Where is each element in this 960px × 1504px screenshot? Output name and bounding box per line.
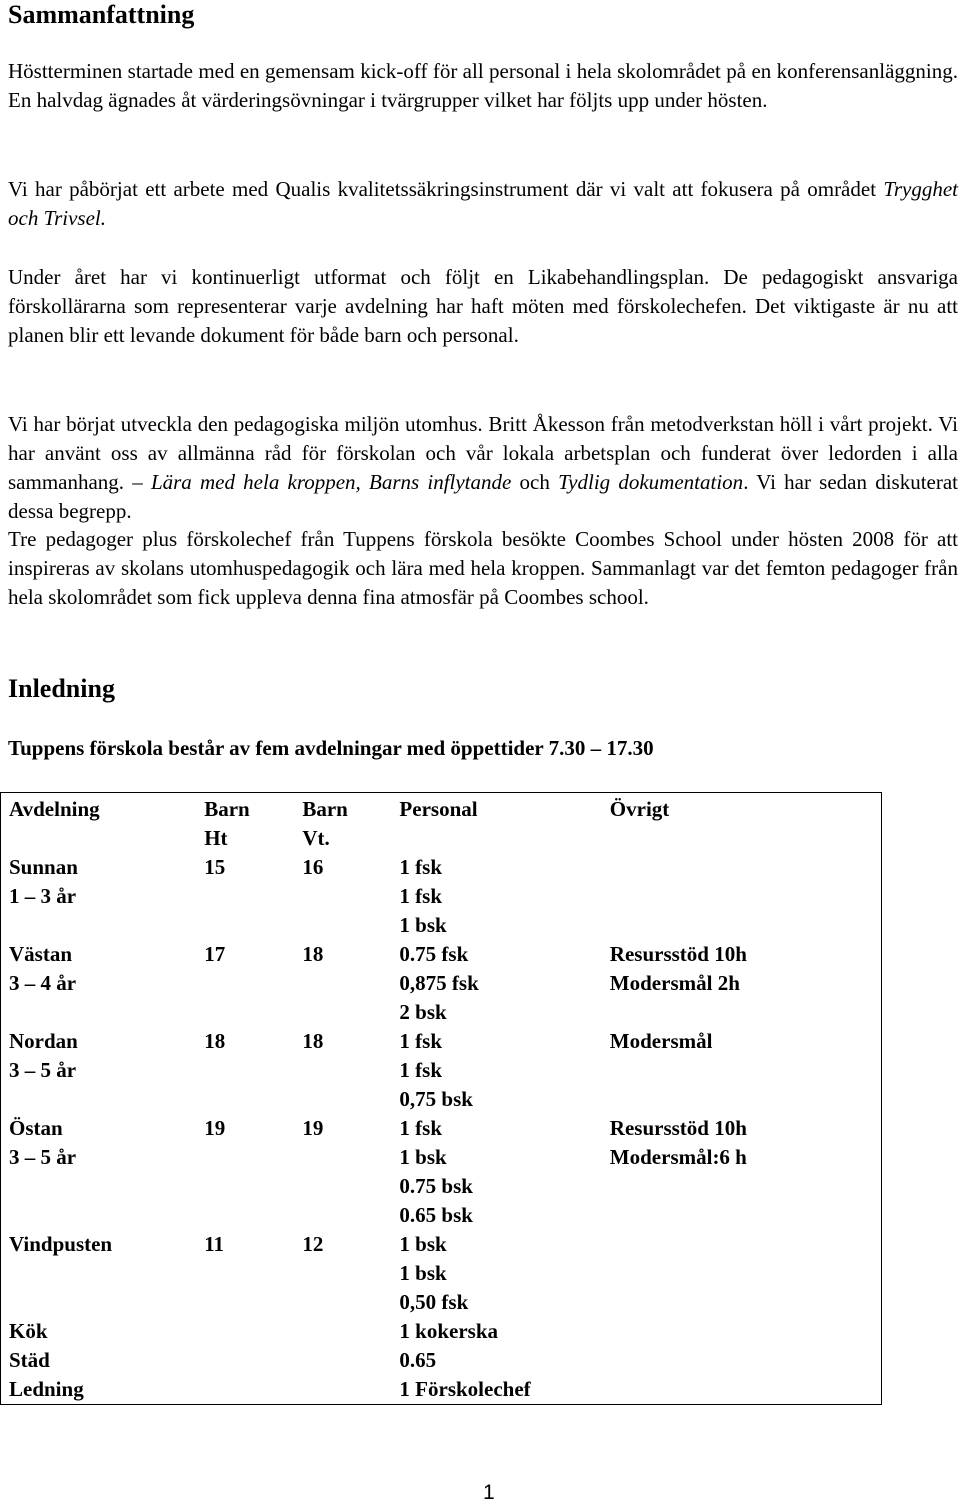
table-row xyxy=(1,940,882,1027)
cell-ovrigt xyxy=(602,853,882,940)
cell-avdelning-line: Städ xyxy=(9,1348,50,1372)
cell-personal xyxy=(391,853,601,940)
cell-personal xyxy=(391,1114,601,1230)
cell-ovrigt-line: Modersmål:6 h xyxy=(609,1145,747,1169)
cell-ovrigt-line: Modersmål 2h xyxy=(609,971,740,995)
cell-personal-line: 1 fsk xyxy=(399,884,443,908)
section-title-intro: Inledning xyxy=(8,674,115,703)
cell-avdelning xyxy=(1,940,197,1027)
paragraph-2-text: Vi har påbörjat ett arbete med Qualis kvalitetssäkringsinstrument där vi valt att fokusera på området xyxy=(8,177,884,201)
cell-avdelning xyxy=(1,1317,197,1375)
cell-barn-vt xyxy=(294,1230,391,1317)
cell-barn-vt xyxy=(294,940,391,1027)
cell-barn-ht xyxy=(196,1114,294,1230)
cell-barn-ht-line: 11 xyxy=(204,1232,225,1256)
summary-paragraph-4 xyxy=(8,410,958,526)
table-header-cell xyxy=(294,793,391,854)
table-row xyxy=(1,1114,882,1230)
cell-barn-vt-line: 19 xyxy=(302,1116,324,1140)
cell-ovrigt xyxy=(602,1317,882,1375)
table-row xyxy=(1,1027,882,1114)
cell-barn-vt-line: 18 xyxy=(302,1029,324,1053)
cell-personal-line: 0,75 bsk xyxy=(399,1087,473,1111)
cell-personal-line: 1 fsk xyxy=(399,1116,443,1140)
cell-ovrigt-line: Resursstöd 10h xyxy=(609,942,747,966)
cell-barn-ht xyxy=(196,1027,294,1114)
paragraph-4-text-a: Vi har börjat utveckla den pedagogiska miljön utomhus. Britt Åkesson från metodverkstan höll i vårt projekt. Vi har använt oss av allmänna råd för förskolan och vår lokala arbetsplan och funderat över ledorden i alla sammanhang. – xyxy=(8,412,958,494)
cell-avdelning-line: 3 – 5 år xyxy=(9,1058,77,1082)
section-title-summary: Sammanfattning xyxy=(8,0,195,29)
cell-personal-line: 1 bsk xyxy=(399,1232,447,1256)
page-number: 1 xyxy=(483,1481,495,1504)
cell-personal-line: 0.65 bsk xyxy=(399,1203,473,1227)
table-header-cell-line: Avdelning xyxy=(9,797,100,821)
cell-ovrigt-line: Resursstöd 10h xyxy=(609,1116,747,1140)
summary-paragraph-5: Tre pedagoger plus förskolechef från Tuppens förskola besökte Coombes School under hösten 2008 för att inspireras av skolans utomhuspedagogik och lära med hela kroppen. Sammanlagt var det femton pedagoger från hela skolområdet som fick uppleva denna fina atmosfär på Coombes school. xyxy=(8,527,958,609)
cell-barn-vt-line: 12 xyxy=(302,1232,324,1256)
cell-ovrigt xyxy=(602,1230,882,1317)
table-header-cell-line: Barn xyxy=(204,797,250,821)
summary-paragraph-3: Under året har vi kontinuerligt utformat och följt en Likabehandlingsplan. De pedagogiskt ansvariga förskollärarna som representerar varje avdelning har haft möten med förskolechefen. Det viktigaste är nu att planen blir ett levande dokument för både barn och personal. xyxy=(8,265,958,347)
cell-ovrigt xyxy=(602,940,882,1027)
cell-personal xyxy=(391,1027,601,1114)
intro-subheading: Tuppens förskola består av fem avdelningar med öppettider 7.30 – 17.30 xyxy=(8,736,654,760)
cell-avdelning xyxy=(1,1230,197,1317)
cell-personal-line: 0,50 fsk xyxy=(399,1290,469,1314)
table-header-cell xyxy=(1,793,197,854)
cell-personal xyxy=(391,1317,601,1375)
cell-personal-line: 0.75 fsk xyxy=(399,942,469,966)
table-header-cell-line: Vt. xyxy=(302,826,330,850)
cell-avdelning-line: Vindpusten xyxy=(9,1232,113,1256)
table-row xyxy=(1,1375,882,1405)
cell-avdelning-line: Sunnan xyxy=(9,855,78,879)
cell-barn-vt-line: 18 xyxy=(302,942,324,966)
cell-avdelning-line: Ledning xyxy=(9,1377,84,1401)
cell-personal-line: 1 fsk xyxy=(399,1058,443,1082)
cell-barn-ht-line: 15 xyxy=(204,855,226,879)
paragraph-2-italic: Trygghet och Trivsel. xyxy=(8,177,958,230)
summary-paragraph-2 xyxy=(8,175,958,233)
cell-personal-line: 1 kokerska xyxy=(399,1319,499,1343)
cell-barn-ht xyxy=(196,1375,294,1405)
cell-avdelning-line: Nordan xyxy=(9,1029,78,1053)
table-header-cell-line: Ht xyxy=(204,826,228,850)
cell-barn-vt xyxy=(294,1375,391,1405)
cell-personal-line: 0.75 bsk xyxy=(399,1174,473,1198)
cell-avdelning-line: Västan xyxy=(9,942,73,966)
table-row xyxy=(1,1230,882,1317)
cell-avdelning-line: Kök xyxy=(9,1319,48,1343)
table-header-cell xyxy=(602,793,882,854)
cell-barn-ht xyxy=(196,1230,294,1317)
cell-barn-ht-line: 17 xyxy=(204,942,226,966)
cell-barn-ht xyxy=(196,1317,294,1375)
cell-avdelning xyxy=(1,853,197,940)
paragraph-4-text-c: . Vi har sedan diskuterat dessa begrepp. xyxy=(8,470,959,523)
paragraph-4-text-b: och xyxy=(511,470,559,494)
cell-personal-line: 0.65 xyxy=(399,1348,437,1372)
cell-ovrigt-line: Modersmål xyxy=(609,1029,713,1053)
departments-table xyxy=(0,792,882,1405)
cell-barn-vt xyxy=(294,1027,391,1114)
table-header-cell-line: Barn xyxy=(302,797,348,821)
cell-avdelning xyxy=(1,1027,197,1114)
table-header-cell xyxy=(196,793,294,854)
table-header-row xyxy=(1,793,882,854)
cell-barn-vt-line: 16 xyxy=(302,855,324,879)
cell-personal-line: 1 fsk xyxy=(399,1029,443,1053)
cell-personal-line: 1 bsk xyxy=(399,913,447,937)
cell-barn-ht xyxy=(196,853,294,940)
cell-avdelning-line: 3 – 4 år xyxy=(9,971,77,995)
cell-personal-line: 1 bsk xyxy=(399,1261,447,1285)
cell-personal-line: 0,875 fsk xyxy=(399,971,479,995)
cell-avdelning-line: 3 – 5 år xyxy=(9,1145,77,1169)
cell-personal xyxy=(391,1375,601,1405)
table-header-cell xyxy=(391,793,601,854)
table-row xyxy=(1,853,882,940)
cell-barn-ht xyxy=(196,940,294,1027)
cell-personal-line: 1 fsk xyxy=(399,855,443,879)
table-header-cell-line: Personal xyxy=(399,797,478,821)
cell-barn-ht-line: 18 xyxy=(204,1029,226,1053)
cell-personal-line: 1 bsk xyxy=(399,1145,447,1169)
table-header-cell-line: Övrigt xyxy=(609,797,670,821)
paragraph-4-italic-a: Lära med hela kroppen, Barns inflytande xyxy=(150,470,512,494)
cell-barn-vt xyxy=(294,853,391,940)
cell-barn-vt xyxy=(294,1114,391,1230)
cell-avdelning xyxy=(1,1114,197,1230)
cell-personal-line: 1 Förskolechef xyxy=(399,1377,531,1401)
cell-avdelning xyxy=(1,1375,197,1405)
cell-avdelning-line: Östan xyxy=(9,1116,63,1140)
cell-personal-line: 2 bsk xyxy=(399,1000,447,1024)
cell-personal xyxy=(391,1230,601,1317)
cell-personal xyxy=(391,940,601,1027)
paragraph-4-italic-b: Tydlig dokumentation xyxy=(558,470,744,494)
cell-barn-ht-line: 19 xyxy=(204,1116,226,1140)
cell-ovrigt xyxy=(602,1114,882,1230)
cell-barn-vt xyxy=(294,1317,391,1375)
cell-ovrigt xyxy=(602,1375,882,1405)
cell-ovrigt xyxy=(602,1027,882,1114)
cell-avdelning-line: 1 – 3 år xyxy=(9,884,77,908)
summary-paragraph-1: Höstterminen startade med en gemensam kick-off för all personal i hela skolområdet på en konferensanläggning. En halvdag ägnades åt värderingsövningar i tvärgrupper vilket har följts upp under hösten. xyxy=(8,59,958,112)
table-row xyxy=(1,1317,882,1375)
